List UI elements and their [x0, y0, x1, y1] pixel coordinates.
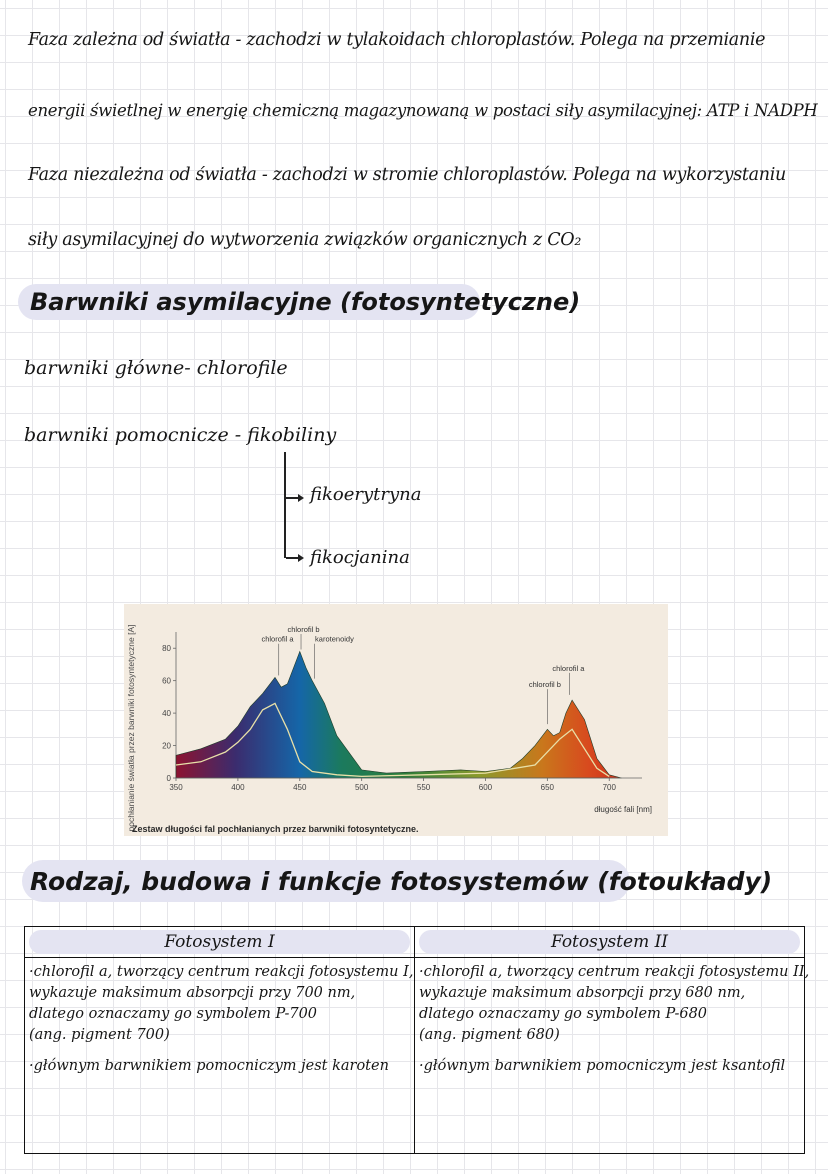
x-tick-label: 650 — [540, 783, 555, 792]
x-tick-label: 400 — [231, 783, 245, 792]
cell-line: ·głównym barwnikiem pomocniczym jest karoten — [29, 1058, 389, 1074]
photosystem-2-cell — [415, 958, 810, 1154]
x-tick-label: 350 — [169, 783, 183, 792]
cell-line: ·głównym barwnikiem pomocniczym jest ksantofil — [419, 1058, 786, 1074]
intro-line-2: energii świetlnej w energię chemiczną magazynowaną w postaci siły asymilacyjnej: ATP i NADPH — [28, 101, 818, 120]
intro-line-3: Faza niezależna od światła - zachodzi w stromie chloroplastów. Polega na wykorzystaniu — [28, 165, 787, 185]
intro-line-4: siły asymilacyjnej do wytworzenia związków organicznych z CO₂ — [28, 230, 582, 250]
chart-xlabel: długość fali [nm] — [594, 805, 652, 814]
cell-line: dlatego oznaczamy go symbolem P-700 — [29, 1006, 318, 1022]
chart-caption: Zestaw długości fal pochłanianych przez barwniki fotosyntetyczne. — [132, 824, 419, 834]
photosystem-table — [24, 926, 810, 1154]
section2-title: Rodzaj, budowa i funkcje fotosystemów (fotoukłady) — [30, 867, 773, 896]
main-pigments: barwniki główne- chlorofile — [24, 357, 288, 379]
cell-line: dlatego oznaczamy go symbolem P-680 — [419, 1006, 708, 1022]
aux-pigments: barwniki pomocnicze - fikobiliny — [24, 424, 337, 446]
x-tick-label: 600 — [478, 783, 493, 792]
y-tick-label: 20 — [162, 741, 171, 751]
peak-annotation: chlorofil b — [287, 625, 320, 634]
cell-line: (ang. pigment 680) — [419, 1027, 560, 1043]
peak-annotation: chlorofil a — [261, 634, 294, 644]
x-tick-label: 550 — [416, 783, 431, 792]
x-tick-label: 450 — [293, 783, 307, 792]
peak-annotation: karotenoidy — [315, 634, 354, 644]
cell-line: ·chlorofil a, tworzący centrum reakcji fotosystemu II, — [419, 964, 810, 980]
chart-ylabel: pochłanianie światła przez barwniki fotosyntetyczne [A] — [126, 624, 136, 832]
header-photosystem-2 — [415, 927, 805, 958]
aux-item-1: fikoerytryna — [310, 484, 422, 505]
arrow-icon — [298, 554, 304, 562]
absorption-spectrum-chart — [124, 604, 668, 836]
y-tick-label: 80 — [162, 644, 171, 654]
x-tick-label: 700 — [602, 783, 616, 792]
cell-line: ·chlorofil a, tworzący centrum reakcji fotosystemu I, — [29, 964, 414, 980]
tree-trunk — [284, 452, 286, 558]
aux-item-2: fikocjanina — [310, 547, 410, 568]
header-label: Fotosystem I — [29, 930, 410, 954]
y-tick-label: 40 — [162, 709, 171, 719]
header-photosystem-1 — [25, 927, 415, 958]
y-tick-label: 60 — [162, 676, 171, 686]
cell-line: wykazuje maksimum absorpcji przy 700 nm, — [29, 985, 356, 1001]
header-label: Fotosystem II — [419, 930, 800, 954]
peak-annotation: chlorofil a — [552, 663, 585, 673]
intro-line-1: Faza zależna od światła - zachodzi w tylakoidach chloroplastów. Polega na przemianie — [28, 30, 766, 50]
cell-line: (ang. pigment 700) — [29, 1027, 170, 1043]
x-tick-label: 500 — [354, 783, 369, 792]
peak-annotation: chlorofil b — [528, 680, 561, 690]
cell-line: wykazuje maksimum absorpcji przy 680 nm, — [419, 985, 746, 1001]
photosystem-1-cell — [25, 958, 415, 1154]
section1-title: Barwniki asymilacyjne (fotosyntetyczne) — [30, 288, 581, 316]
y-tick-label: 0 — [166, 774, 171, 783]
arrow-icon — [298, 494, 304, 502]
